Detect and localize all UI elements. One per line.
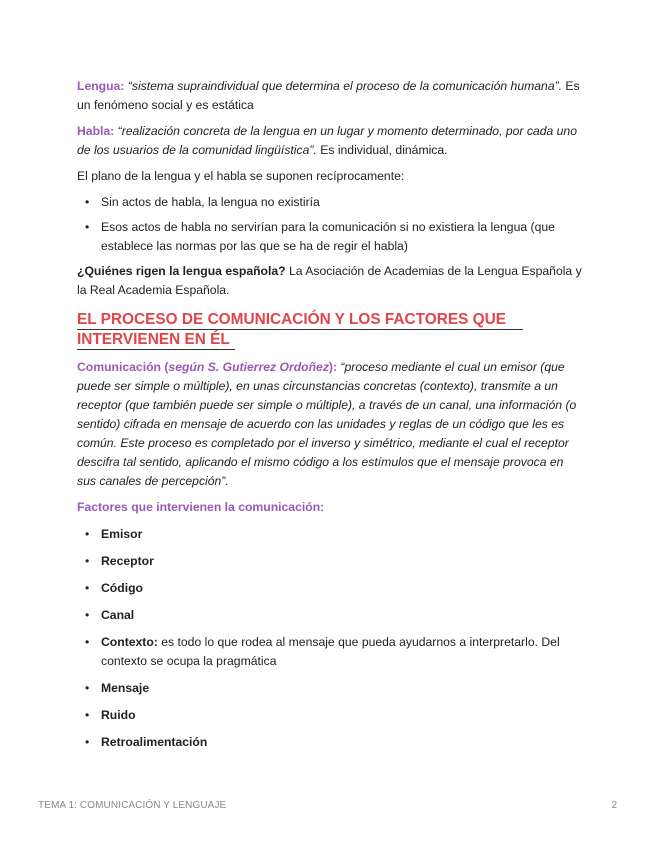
section-heading-line2: INTERVIENEN EN ÉL [77,330,235,350]
quienes-question: ¿Quiénes rigen la lengua española? [77,264,286,278]
comunicacion-label-end: ): [328,360,338,374]
comunicacion-label: Comunicación ( [77,360,169,374]
section-heading-line1: EL PROCESO DE COMUNICACIÓN Y LOS FACTORES QUE [77,310,523,330]
factor-term: Contexto: [101,635,158,649]
list-item-text: Esos actos de habla no servirían para la comunicación si no existiera la lengua (que establece las normas por las que se ha de regir el habla) [101,220,555,253]
list-item-text: Sin actos de habla, la lengua no existiría [101,195,320,209]
habla-paragraph [77,122,582,160]
comunicacion-paragraph [77,358,582,491]
comunicacion-author: según S. Gutierrez Ordoñez [168,360,329,374]
factor-term: Emisor [101,527,143,541]
plano-paragraph: El plano de la lengua y el habla se suponen recíprocamente: [77,169,405,183]
bullet-icon: • [85,220,90,234]
bullet-icon: • [85,195,90,209]
plano-list [77,193,582,256]
list-item [77,193,582,212]
factor-term: Retroalimentación [101,735,208,749]
habla-label: Habla: [77,124,115,138]
factor-desc: es todo lo que rodea al mensaje que pueda ayudarnos a interpretarlo. Del contexto se ocupa la pragmática [101,635,560,668]
habla-definition: “realización concreta de la lengua en un lugar y momento determinado, por cada uno de los usuarios de la comunidad lingüística”. [77,124,577,157]
list-item [77,525,582,544]
list-item [77,218,582,256]
factor-term: Código [101,581,143,595]
comunicacion-definition: “proceso mediante el cual un emisor (que puede ser simple o múltiple), en unas circunstancias concretas (contexto), transmite a un receptor (que también puede ser simple o múltiple), a través de un canal, una información (o sentido) cifrada en mensaje de acuerdo con las unidades y reglas de un código que les es común. Este proceso es completado por el inverso y simétrico, mediante el cual el receptor descifra tal sentido, aplicando el mismo código a los estímulos que el mensaje provoca en sus canales de percepción”. [77,360,577,488]
quienes-answer: La Asociación de Academias de la Lengua Española y la Real Academia Española. [77,264,582,297]
page-content [77,77,582,760]
lengua-label: Lengua: [77,79,125,93]
bullet-icon: • [85,527,90,541]
bullet-icon: • [85,681,90,695]
list-item [77,706,582,725]
lengua-paragraph [77,77,582,115]
factor-term: Ruido [101,708,136,722]
factor-term: Canal [101,608,135,622]
bullet-icon: • [85,735,90,749]
bullet-icon: • [85,635,90,649]
page-number: 2 [611,800,617,811]
factor-term: Mensaje [101,681,150,695]
section-heading [77,310,523,350]
factores-title: Factores que intervienen la comunicación: [77,500,325,514]
list-item [77,733,582,752]
bullet-icon: • [85,581,90,595]
list-item [77,633,582,671]
lengua-rest: Es un fenómeno social y es estática [77,79,580,112]
list-item [77,679,582,698]
bullet-icon: • [85,708,90,722]
footer-title: TEMA 1: COMUNICACIÓN Y LENGUAJE [38,800,227,811]
list-item [77,579,582,598]
list-item [77,552,582,571]
quienes-paragraph [77,262,582,300]
list-item [77,606,582,625]
bullet-icon: • [85,554,90,568]
habla-rest: Es individual, dinámica. [316,143,448,157]
bullet-icon: • [85,608,90,622]
lengua-definition: “sistema supraindividual que determina el proceso de la comunicación humana”. [127,79,563,93]
factor-term: Receptor [101,554,154,568]
factores-list [77,525,582,752]
